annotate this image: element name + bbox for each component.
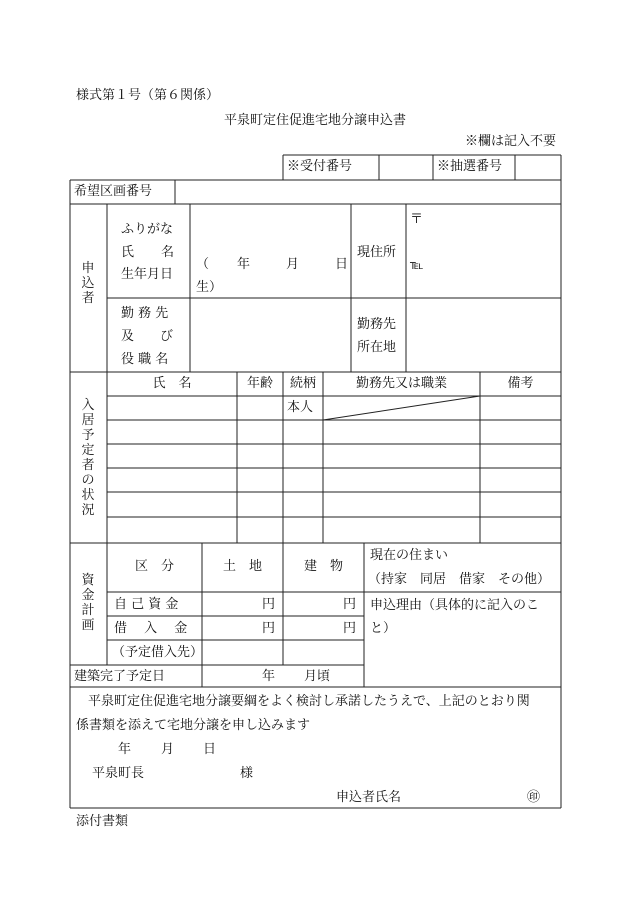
funds-category-header: 区 分 (134, 559, 174, 574)
current-home-label: 現在の住まい (370, 548, 449, 563)
lottery-number-label: ※抽選番号 (437, 159, 503, 174)
loan-land-yen: 円 (262, 621, 276, 636)
form-number: 様式第１号（第６関係） (76, 88, 220, 103)
declaration-day: 日 (203, 742, 217, 757)
funds-section-label: 資金計画 (81, 573, 95, 633)
furigana-label: ふりがな (121, 222, 174, 237)
loan-label: 借 入 金 (114, 621, 188, 636)
workplace-label-line3: 役 職 名 (121, 352, 169, 367)
mayor-label: 平泉町長 (92, 766, 145, 781)
birth-day: 日 (335, 257, 349, 272)
reason-label-line2: と） (370, 621, 397, 636)
workplace-label-line1: 勤 務 先 (121, 306, 169, 321)
page-title: 平泉町定住促進宅地分譲申込書 (224, 113, 407, 128)
receipt-number-label: ※受付番号 (287, 159, 353, 174)
lot-number-label: 希望区画番号 (74, 184, 153, 199)
declaration-line2: 係書類を添えて宅地分譲を申し込みます (76, 718, 311, 733)
completion-year: 年 (262, 669, 276, 684)
declaration-month: 月 (161, 742, 175, 757)
resident-remarks-header: 備考 (507, 376, 534, 391)
declaration-line1: 平泉町定住促進宅地分譲要綱をよく検討し承諾したうえで、上記のとおり関 (88, 694, 530, 709)
birth-month: 月 (286, 257, 300, 272)
planned-lender-label: （予定借入先） (112, 645, 204, 660)
postal-mark: 〒 (410, 212, 424, 227)
residents-section-label: 入居予定者の状況 (81, 398, 95, 518)
birthdate-label: 生年月日 (121, 267, 174, 282)
own-funds-building-yen: 円 (343, 597, 357, 612)
tel-mark: ℡ (410, 257, 424, 272)
resident-name-header: 氏 名 (152, 376, 192, 391)
attachments-label: 添付書類 (76, 814, 129, 829)
completion-date-label: 建築完了予定日 (74, 669, 166, 684)
seal-icon: ㊞ (527, 790, 541, 805)
sama-label: 様 (240, 766, 254, 781)
declaration-year: 年 (118, 742, 132, 757)
funds-land-header: 土 地 (222, 559, 262, 574)
workplace-label-line2: 及 び (121, 329, 174, 344)
applicant-section-label: 申込者 (81, 261, 95, 306)
name-label: 氏 名 (121, 245, 174, 260)
resident-relation-header: 続柄 (289, 376, 316, 391)
birth-year: 年 (237, 257, 251, 272)
current-home-options: （持家 同居 借家 その他） (368, 572, 551, 587)
workplace-address-line1: 勤務先 (357, 317, 397, 332)
completion-month: 月頃 (304, 669, 331, 684)
not-required-note: ※欄は記入不要 (464, 134, 556, 149)
birth-born: 生） (196, 280, 223, 295)
birth-open-paren: （ (196, 257, 210, 272)
own-funds-label: 自 己 資 金 (114, 597, 179, 612)
address-label: 現住所 (357, 245, 397, 260)
loan-building-yen: 円 (343, 621, 357, 636)
resident-workplace-header: 勤務先又は職業 (355, 376, 447, 391)
applicant-name-label: 申込者氏名 (336, 790, 402, 805)
reason-label-line1: 申込理由（具体的に記入のこ (370, 598, 540, 613)
workplace-address-line2: 所在地 (357, 340, 397, 355)
own-funds-land-yen: 円 (262, 597, 276, 612)
resident-first-relation: 本人 (287, 400, 314, 415)
funds-building-header: 建 物 (303, 559, 343, 574)
resident-age-header: 年齢 (246, 376, 273, 391)
